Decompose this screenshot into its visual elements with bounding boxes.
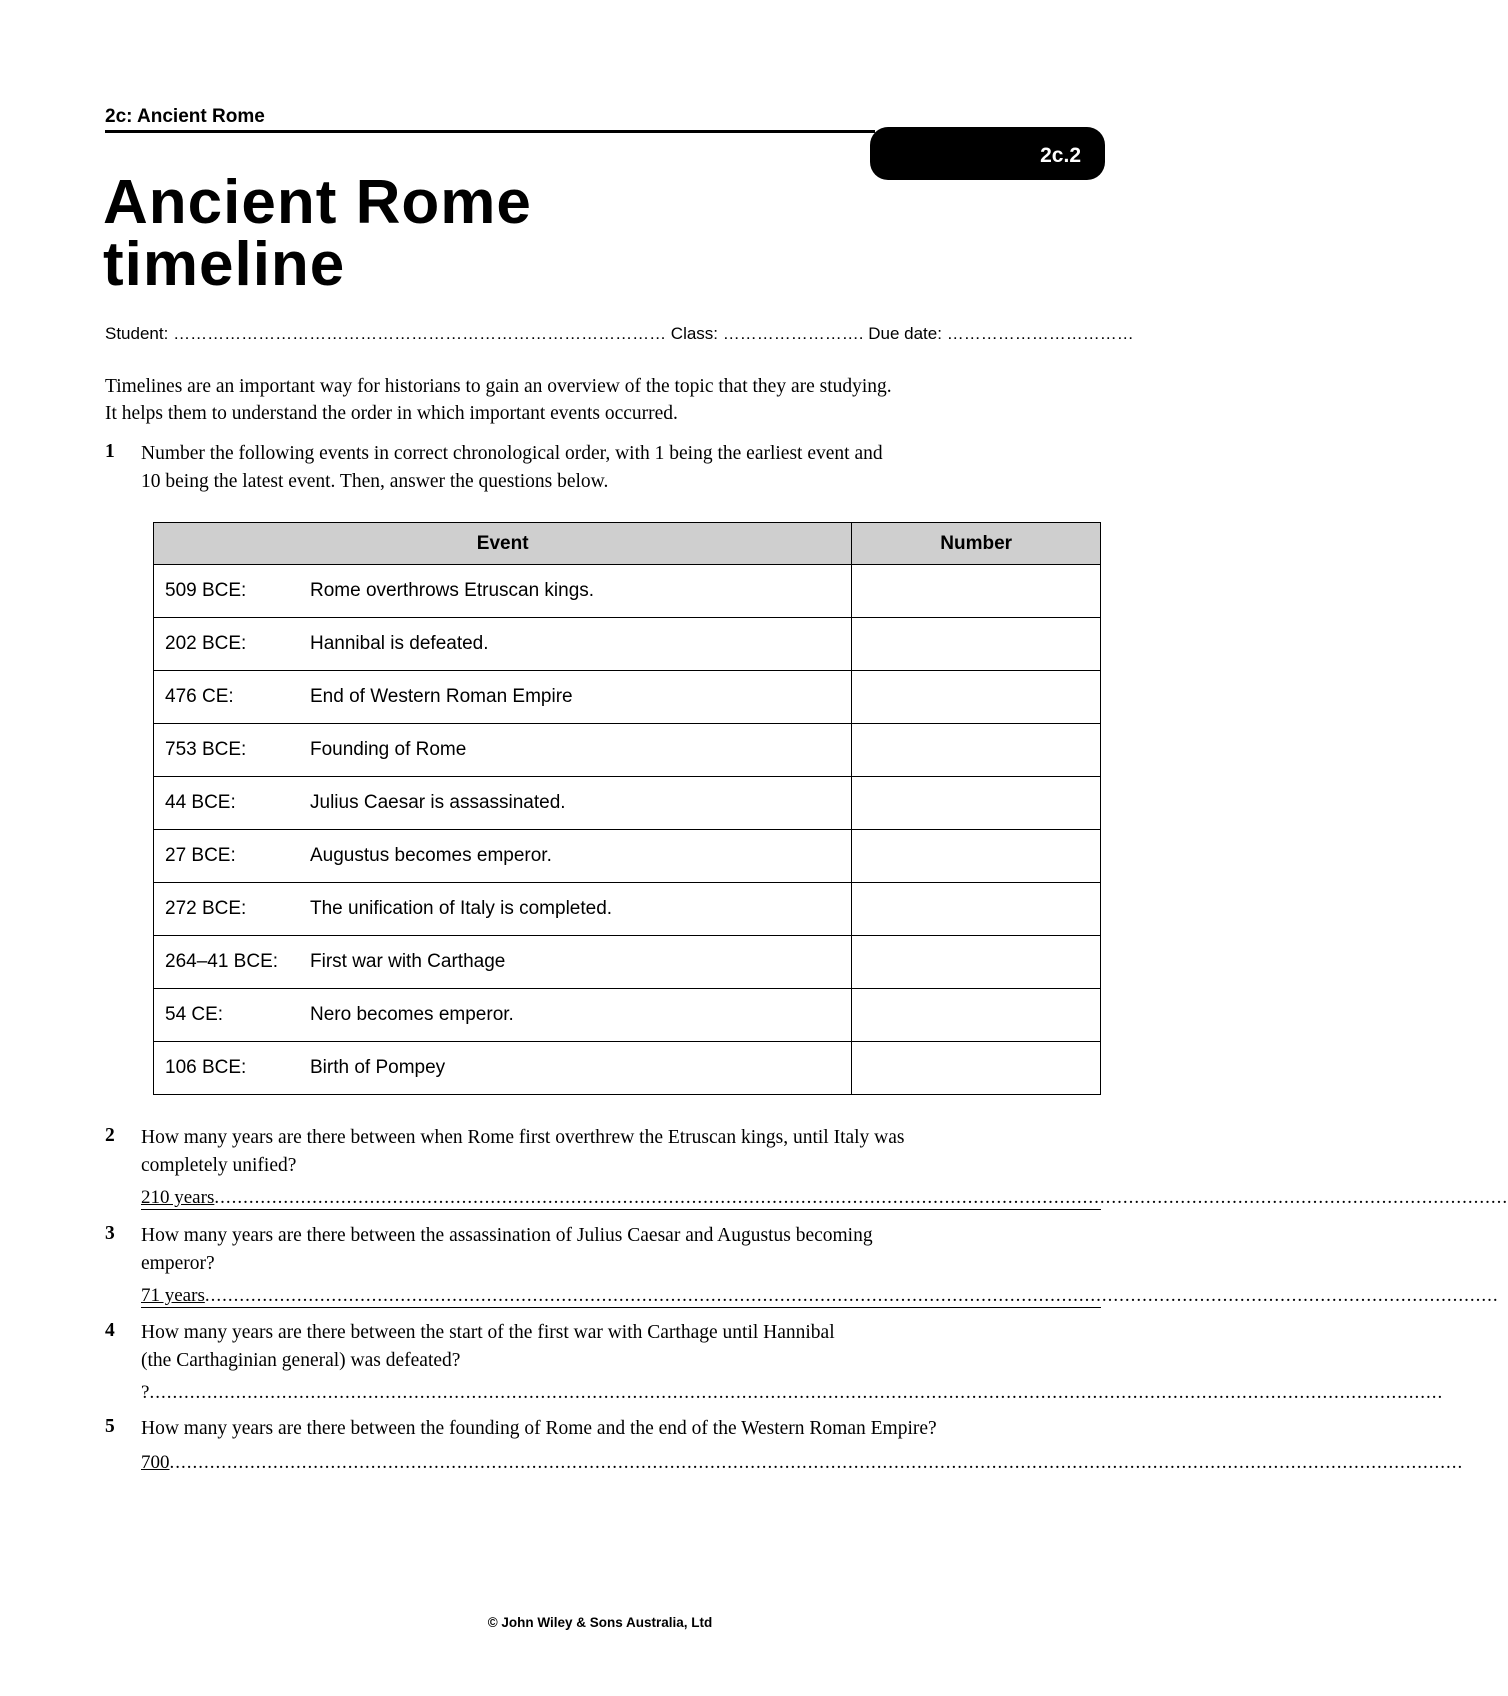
event-description: First war with Carthage <box>310 951 506 972</box>
question-3-text <box>141 1222 1101 1278</box>
event-description: Hannibal is defeated. <box>310 633 489 654</box>
event-cell <box>154 618 852 671</box>
event-description: The unification of Italy is completed. <box>310 898 613 919</box>
due-date-field[interactable]: …………………………… <box>946 324 1134 343</box>
question-3-number: 3 <box>105 1223 115 1244</box>
section-label: 2c: Ancient Rome <box>105 106 265 127</box>
question-2-line-1: How many years are there between when Rome first overthrew the Etruscan kings, until Italy was <box>141 1127 905 1148</box>
question-3-answer: 71 years <box>141 1285 205 1306</box>
table-row <box>154 618 1101 671</box>
header-rule <box>105 130 875 133</box>
intro-line-1: Timelines are an important way for historians to gain an overview of the topic that they are studying. <box>105 376 892 397</box>
table-row <box>154 1042 1101 1095</box>
table-row <box>154 830 1101 883</box>
intro-line-2: It helps them to understand the order in which important events occurred. <box>105 403 678 424</box>
event-cell <box>154 565 852 618</box>
event-cell <box>154 883 852 936</box>
question-2-answer-line[interactable]: 210 years................................................................................................................................................................................................................................. <box>141 1187 1508 1208</box>
event-description: Julius Caesar is assassinated. <box>310 792 566 813</box>
number-column-header: Number <box>852 523 1101 565</box>
question-4-text <box>141 1319 1101 1375</box>
number-cell[interactable] <box>852 724 1101 777</box>
number-cell[interactable] <box>852 830 1101 883</box>
question-4-line-2: (the Carthaginian general) was defeated? <box>141 1350 461 1371</box>
due-date-label: Due date: <box>868 324 942 343</box>
question-5-answer: 700 <box>141 1452 170 1473</box>
event-cell <box>154 1042 852 1095</box>
event-description: Birth of Pompey <box>310 1057 446 1078</box>
table-row <box>154 989 1101 1042</box>
title-line-2: timeline <box>103 230 346 299</box>
event-date: 272 BCE: <box>165 898 247 919</box>
question-3-line-1: How many years are there between the assassination of Julius Caesar and Augustus becoming <box>141 1225 873 1246</box>
table-row <box>154 724 1101 777</box>
events-table <box>153 522 1101 1095</box>
table-row <box>154 883 1101 936</box>
question-2-line-2: completely unified? <box>141 1155 297 1176</box>
question-4-answer: ? <box>141 1382 150 1403</box>
table-row <box>154 671 1101 724</box>
event-description: Founding of Rome <box>310 739 467 760</box>
title-line-1: Ancient Rome <box>103 168 532 237</box>
event-description: End of Western Roman Empire <box>310 686 573 707</box>
event-cell <box>154 989 852 1042</box>
question-2-text <box>141 1124 1101 1180</box>
event-column-header: Event <box>154 523 852 565</box>
event-date: 509 BCE: <box>165 580 247 601</box>
number-cell[interactable] <box>852 565 1101 618</box>
question-5-number: 5 <box>105 1416 115 1437</box>
question-5-text <box>141 1415 1101 1443</box>
question-5-answer-line[interactable]: 700................................................................................................................................................................................................................................. <box>141 1452 1464 1473</box>
number-cell[interactable] <box>852 777 1101 830</box>
student-field[interactable]: …………………………………………………………………………… <box>173 324 667 343</box>
worksheet-badge: 2c.2 <box>870 127 1105 180</box>
number-cell[interactable] <box>852 618 1101 671</box>
number-cell[interactable] <box>852 936 1101 989</box>
table-row <box>154 777 1101 830</box>
question-1-line-1: Number the following events in correct chronological order, with 1 being the earliest event and <box>141 443 883 464</box>
event-date: 476 CE: <box>165 686 234 707</box>
number-cell[interactable] <box>852 671 1101 724</box>
question-4-number: 4 <box>105 1320 115 1341</box>
class-label: Class: <box>670 324 719 343</box>
event-description: Augustus becomes emperor. <box>310 845 552 866</box>
question-4-answer-line[interactable]: ?................................................................................................................................................................................................................................. <box>141 1382 1444 1403</box>
event-date: 54 CE: <box>165 1004 224 1025</box>
event-date: 27 BCE: <box>165 845 236 866</box>
question-3-line-2: emperor? <box>141 1253 215 1274</box>
event-cell <box>154 777 852 830</box>
event-description: Rome overthrows Etruscan kings. <box>310 580 595 601</box>
event-date: 264–41 BCE: <box>165 951 279 972</box>
event-cell <box>154 724 852 777</box>
event-cell <box>154 671 852 724</box>
table-row <box>154 936 1101 989</box>
table-row <box>154 565 1101 618</box>
question-1-text <box>141 440 1101 496</box>
table-header-row <box>154 523 1101 565</box>
class-field[interactable]: ……………………. <box>722 324 864 343</box>
page-title <box>103 168 532 299</box>
event-description: Nero becomes emperor. <box>310 1004 514 1025</box>
student-label: Student: <box>105 324 169 343</box>
number-cell[interactable] <box>852 883 1101 936</box>
intro-paragraph <box>105 373 1105 427</box>
question-2-number: 2 <box>105 1125 115 1146</box>
copyright-footer: © John Wiley & Sons Australia, Ltd <box>487 1615 713 1630</box>
event-date: 106 BCE: <box>165 1057 247 1078</box>
number-cell[interactable] <box>852 989 1101 1042</box>
student-info-line <box>105 324 1134 344</box>
number-cell[interactable] <box>852 1042 1101 1095</box>
question-3-answer-line[interactable]: 71 years................................................................................................................................................................................................................................. <box>141 1285 1499 1306</box>
question-5-line-1: How many years are there between the founding of Rome and the end of the Western Roman Empire? <box>141 1418 937 1439</box>
question-1-line-2: 10 being the latest event. Then, answer the questions below. <box>141 471 609 492</box>
event-date: 753 BCE: <box>165 739 247 760</box>
event-cell <box>154 830 852 883</box>
question-1-number: 1 <box>105 441 115 462</box>
event-date: 202 BCE: <box>165 633 247 654</box>
question-2-answer: 210 years <box>141 1187 215 1208</box>
event-cell <box>154 936 852 989</box>
question-4-line-1: How many years are there between the start of the first war with Carthage until Hannibal <box>141 1322 835 1343</box>
event-date: 44 BCE: <box>165 792 236 813</box>
